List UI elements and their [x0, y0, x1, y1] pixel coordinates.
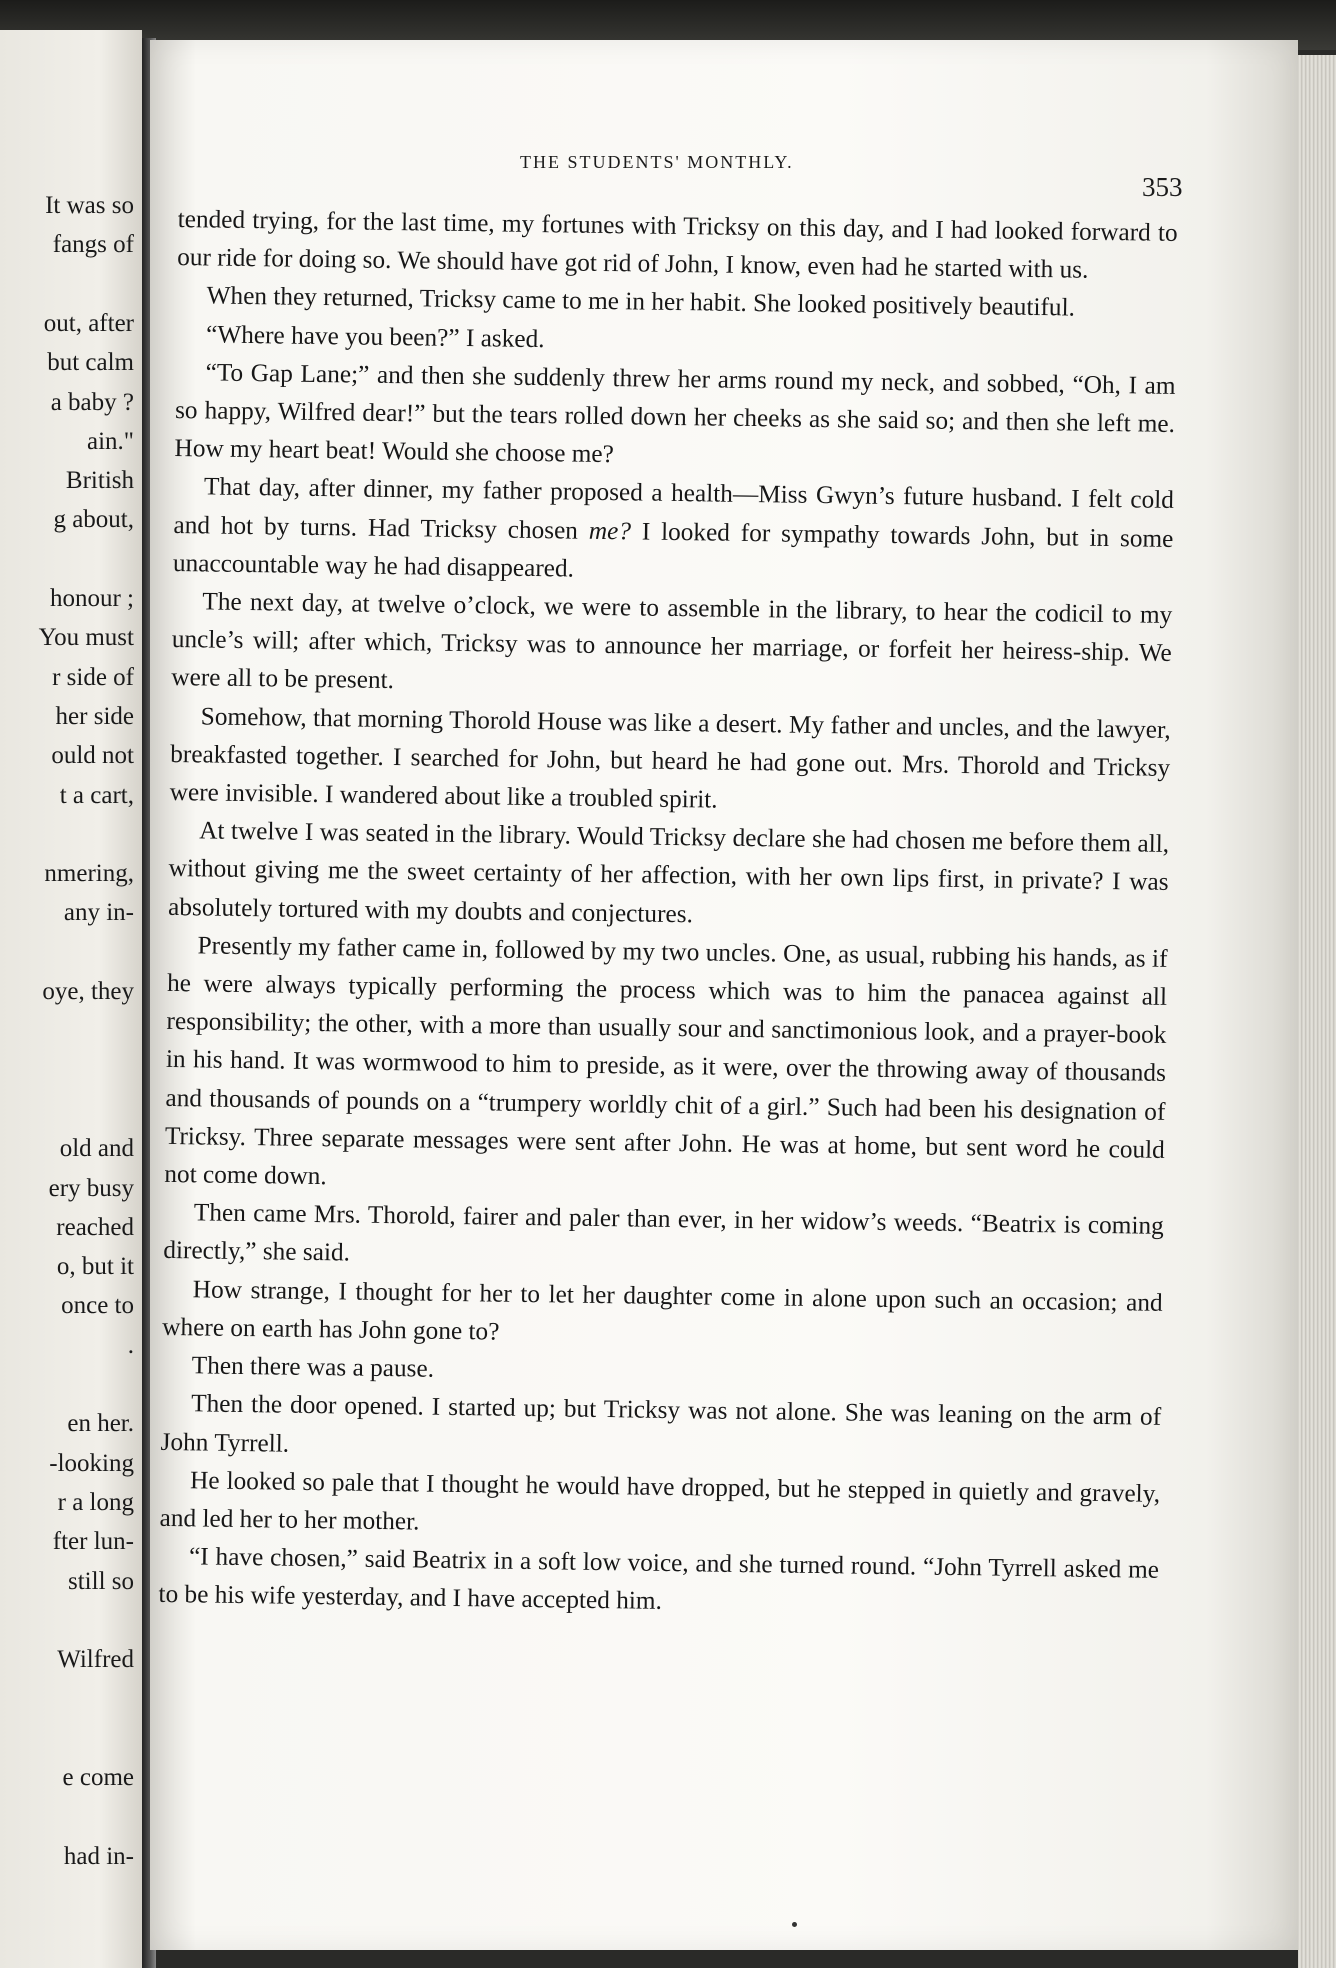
- left-page-line: ain.": [87, 427, 134, 455]
- left-page-line: fangs of: [52, 231, 134, 259]
- left-page-line: It was so: [45, 192, 134, 219]
- paragraph: “To Gap Lane;” and then she suddenly threw her arms round my neck, and sobbed, “Oh, I am so happy, Wilfred dear!” but the tears rolled down her cheeks as she said so; and then she left me. How my heart beat! Would she choose me?: [174, 358, 1176, 469]
- left-page-fragment: [0, 30, 142, 1968]
- page-number: 353: [1142, 172, 1183, 202]
- left-page-line: r side of: [52, 663, 134, 691]
- left-page-line: ery busy: [48, 1174, 134, 1202]
- paragraph: Then the door opened. I started up; but Tricksy was not alone. She was leaning on the arm of John Tyrrell.: [160, 1389, 1162, 1458]
- left-page-line: oye, they: [42, 978, 134, 1005]
- left-page-line: British: [65, 467, 134, 495]
- paragraph-text: That day, after dinner, my father proposed a health—Miss Gwyn’s future husband. I felt cold and hot by turns. Had Tricksy chosen: [173, 472, 1175, 545]
- paragraph: “Where have you been?” I asked.: [205, 320, 545, 353]
- left-page-line: .: [127, 1331, 134, 1359]
- left-page-line: fter lun-: [52, 1528, 134, 1556]
- left-page-line: You must: [38, 624, 134, 652]
- left-page-line: still so: [68, 1567, 134, 1595]
- left-page-line: but calm: [47, 349, 134, 377]
- paragraph: Presently my father came in, followed by my two uncles. One, as usual, rubbing his hands, as if he were always typically performing the process which was to him the panacea against all responsibility; the other, with a more than usually sour and sanctimonious look, and a prayer-book in his hand. It was wormwood to him to preside, as it were, over the throwing away of thousands and thousands of pounds on a “trumpery worldly chit of a girl.” Such had been his designation of Tricksy. Three separate messages were sent after John. He was at home, but sent word he could not come down.: [164, 931, 1168, 1191]
- paragraph: tended trying, for the last time, my fortunes with Tricksy on this day, and I had looked forward to our ride for doing so. We should have got rid of John, I know, even had he started with us.: [177, 204, 1178, 284]
- paragraph: Then came Mrs. Thorold, fairer and paler than ever, in her widow’s weeds. “Beatrix is coming directly,” she said.: [163, 1198, 1164, 1267]
- printing-speck: [792, 1922, 797, 1927]
- left-page-line: Wilfred: [57, 1646, 134, 1674]
- left-page-line: e come: [62, 1764, 134, 1791]
- paragraph: The next day, at twelve o’clock, we were to assemble in the library, to hear the codicil to my uncle’s will; after which, Tricksy was to announce her marriage, or forfeit her heiress-ship. We were all to be present.: [171, 587, 1173, 695]
- left-page-line: any in-: [63, 899, 134, 927]
- paragraph: Somehow, that morning Thorold House was like a desert. My father and uncles, and the lawyer, breakfasted together. I searched for John, but heard he had gone out. Mrs. Thorold and Tricksy were invisible. I wandered about like a troubled spirit.: [169, 702, 1171, 814]
- paragraph: “I have chosen,” said Beatrix in a soft low voice, and she turned round. “John Tyrrell asked me to be his wife yesterday, and I have accepted him.: [158, 1542, 1160, 1616]
- paragraph: Then there was a pause.: [191, 1351, 435, 1383]
- left-page-line: old and: [59, 1135, 134, 1163]
- paragraph: How strange, I thought for her to let her daughter come in alone upon such an occasion; and where on earth has John gone to?: [162, 1275, 1163, 1346]
- paragraph: When they returned, Tricksy came to me in her habit. She looked positively beautiful.: [206, 281, 1076, 322]
- left-page-line: honour ;: [49, 585, 134, 612]
- left-page-line: reached: [56, 1213, 134, 1241]
- paragraph: [173, 467, 1175, 596]
- body-text: [158, 200, 1178, 1627]
- page-edges: [1298, 55, 1336, 1968]
- left-page-line: a baby ?: [50, 388, 134, 416]
- left-page-line: ould not: [51, 742, 134, 770]
- left-page-line: once to: [61, 1292, 134, 1320]
- left-page-line: en her.: [67, 1410, 134, 1438]
- left-page-line: -looking: [49, 1449, 134, 1477]
- left-page-line: her side: [55, 702, 134, 730]
- left-page-line: t a cart,: [59, 781, 134, 809]
- left-page-line: had in-: [63, 1842, 134, 1870]
- left-page-line: r a long: [57, 1488, 134, 1516]
- paragraph-text: I looked for sympathy towards John, but in some unaccountable way he had disappeared.: [172, 516, 1174, 583]
- left-page-line: out, after: [43, 309, 134, 337]
- left-page-line: nmering,: [44, 860, 134, 888]
- paragraph: He looked so pale that I thought he would have dropped, but he stepped in quietly and gravely, and led her to her mother.: [159, 1465, 1161, 1536]
- running-title: THE STUDENTS' MONTHLY.: [520, 152, 794, 172]
- paragraph: At twelve I was seated in the library. Would Tricksy declare she had chosen me before them all, without giving me the sweet certainty of her affection, with her own lips first, in private? I was absolutely tortured with my doubts and conjectures.: [167, 816, 1170, 928]
- left-page-line: o, but it: [56, 1253, 134, 1281]
- left-page-line: g about,: [53, 506, 134, 534]
- emphasized-word: me?: [588, 516, 632, 545]
